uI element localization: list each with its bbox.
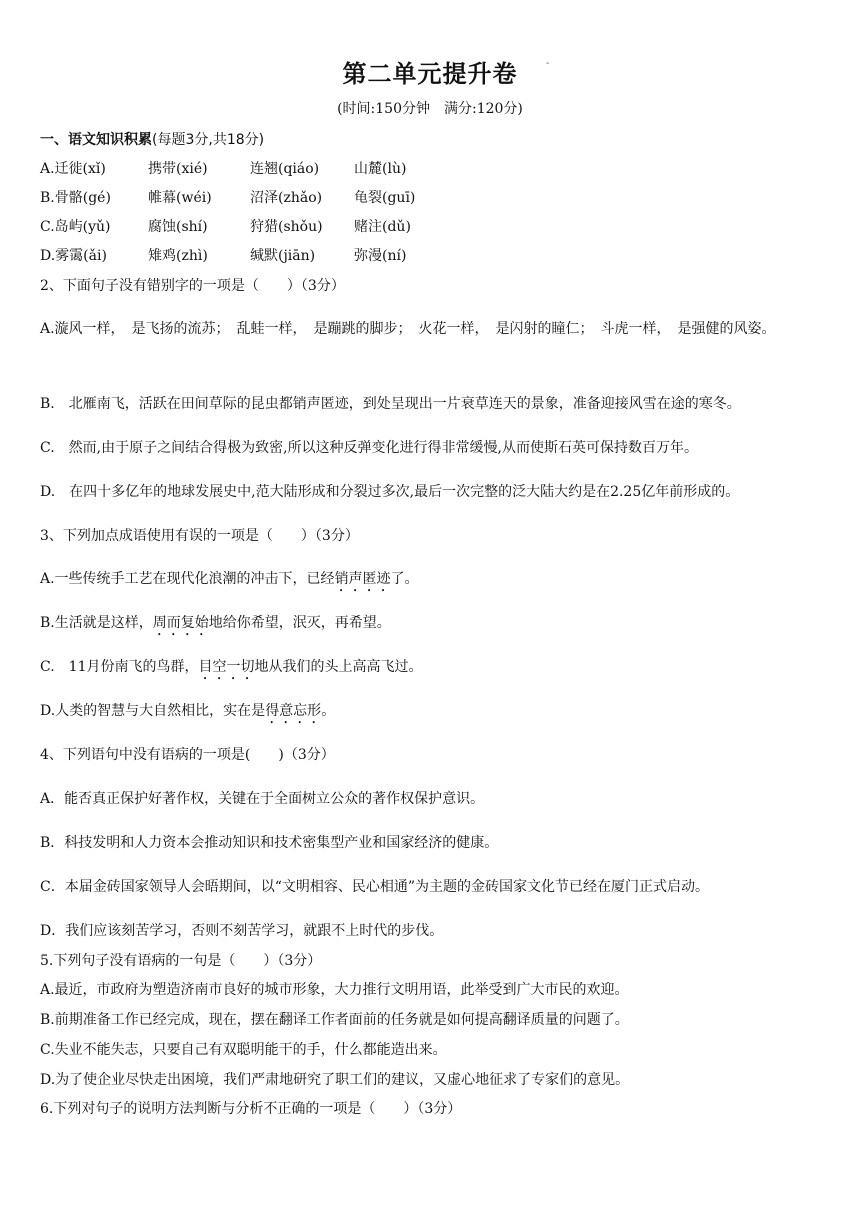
q6-stem: 6.下列对句子的说明方法判断与分析不正确的一项是（ ）（3分） xyxy=(40,1101,462,1117)
section-1-score: (每题3分,共18分) xyxy=(152,132,265,148)
q1-a-3: 连翘(qiáo) xyxy=(250,161,320,177)
title-mark: - xyxy=(546,58,550,69)
q2-stem: 2、下面句子没有错别字的一项是（ ）（3分） xyxy=(40,278,345,294)
q1-a-2: 携带(xié) xyxy=(148,161,208,177)
q1-b-2: 帷幕(wéi) xyxy=(148,190,212,206)
q3-b-idiom: 周而复始 xyxy=(152,615,209,631)
q2-option-d: D. 在四十多亿年的地球发展史中,范大陆形成和分裂过多次,最后一次完整的泛大陆大约是在2.25亿年前形成的。 xyxy=(40,484,740,500)
q1-d-4: 弥漫(ní) xyxy=(354,248,407,264)
q3-option-c xyxy=(40,656,422,683)
q1-c-4: 赌注(dǔ) xyxy=(354,219,411,235)
q1-b-1: B.骨骼(gé) xyxy=(40,190,111,206)
q3-d-end: 。 xyxy=(321,703,336,719)
q3-b-end: 地给你希望，泯灭，再希望。 xyxy=(208,615,391,631)
q5-option-c: C.失业不能失志，只要自己有双聪明能干的手，什么都能造出来。 xyxy=(40,1042,447,1058)
q4-option-a: A．能否真正保护好著作权，关键在于全面树立公众的著作权保护意识。 xyxy=(40,791,485,807)
q4-option-d: D．我们应该刻苦学习，否则不刻苦学习，就跟不上时代的步伐。 xyxy=(40,923,444,939)
q4-option-b: B．科技发明和人力资本会推动知识和技术密集型产业和国家经济的健康。 xyxy=(40,835,499,851)
q3-d-text: D.人类的智慧与大自然相比，实在是 xyxy=(40,703,266,719)
q1-row-d xyxy=(40,245,406,265)
q3-c-end: 地从我们的头上高高飞过。 xyxy=(254,659,423,675)
q1-c-3: 狩猎(shǒu) xyxy=(250,219,323,235)
q1-a-1: A.迁徙(xǐ) xyxy=(40,161,106,177)
q1-row-a xyxy=(40,158,406,178)
q4-stem: 4、下列语句中没有语病的一项是( )（3分） xyxy=(40,747,335,763)
q1-d-2: 雉鸡(zhì) xyxy=(148,248,208,264)
q1-c-2: 腐蚀(shí) xyxy=(148,219,208,235)
q3-d-idiom: 得意忘形 xyxy=(265,703,322,719)
section-1-heading xyxy=(40,129,264,149)
q5-option-d: D.为了使企业尽快走出困境，我们严肃地研究了职工们的建议，又虚心地征求了专家们的意见。 xyxy=(40,1072,630,1088)
q2-option-a: A.漩风一样， 是飞扬的流苏； 乱蛙一样， 是蹦跳的脚步； 火花一样， 是闪射的瞳仁； 斗虎一样， 是强健的风姿。 xyxy=(40,321,776,337)
q1-a-4: 山麓(lù) xyxy=(354,161,407,177)
q1-row-c xyxy=(40,216,411,236)
q1-d-1: D.雾霭(ǎi) xyxy=(40,248,107,264)
q1-b-4: 龟裂(guī) xyxy=(354,190,416,206)
q3-c-text: C. 11月份南飞的鸟群， xyxy=(40,659,199,675)
page-title: 第二单元提升卷 xyxy=(342,60,518,88)
q4-option-c: C．本届金砖国家领导人会晤期间，以“文明相容、民心相通”为主题的金砖国家文化节已经在厦门正式启动。 xyxy=(40,879,710,895)
q1-row-b xyxy=(40,187,415,207)
q2-option-c: C. 然而,由于原子之间结合得极为致密,所以这种反弹变化进行得非常缓慢,从而使斯石英可保持数百万年。 xyxy=(40,440,699,456)
section-1-label: 一、语文知识积累 xyxy=(40,132,152,148)
q1-d-3: 缄默(jiān) xyxy=(250,248,316,264)
q3-a-idiom: 销声匿迹 xyxy=(334,571,391,587)
q3-b-text: B.生活就是这样， xyxy=(40,615,153,631)
q3-option-d xyxy=(40,700,335,727)
q3-stem: 3、下列加点成语使用有误的一项是（ ）（3分） xyxy=(40,528,359,544)
q3-a-end: 了。 xyxy=(390,571,419,587)
q5-option-b: B.前期准备工作已经完成，现在，摆在翻译工作者面前的任务就是如何提高翻译质量的问题了。 xyxy=(40,1012,629,1028)
q3-option-b xyxy=(40,612,391,639)
q3-option-a xyxy=(40,568,419,595)
q1-b-3: 沼泽(zhǎo) xyxy=(250,190,323,206)
q2-option-b: B. 北雁南飞，活跃在田间草际的昆虫都销声匿迹，到处呈现出一片衰草连天的景象，准备迎接风雪在途的寒冬。 xyxy=(40,396,741,412)
q5-option-a: A.最近，市政府为塑造济南市良好的城市形象，大力推行文明用语，此举受到广大市民的欢迎。 xyxy=(40,982,629,998)
q1-c-1: C.岛屿(yǔ) xyxy=(40,219,111,235)
exam-time-score: (时间:150分钟 满分:120分) xyxy=(337,101,523,117)
q5-stem: 5.下列句子没有语病的一句是（ ）（3分） xyxy=(40,953,322,969)
q3-c-idiom: 目空一切 xyxy=(198,659,255,675)
q3-a-text: A.一些传统手工艺在现代化浪潮的冲击下，已经 xyxy=(40,571,335,587)
